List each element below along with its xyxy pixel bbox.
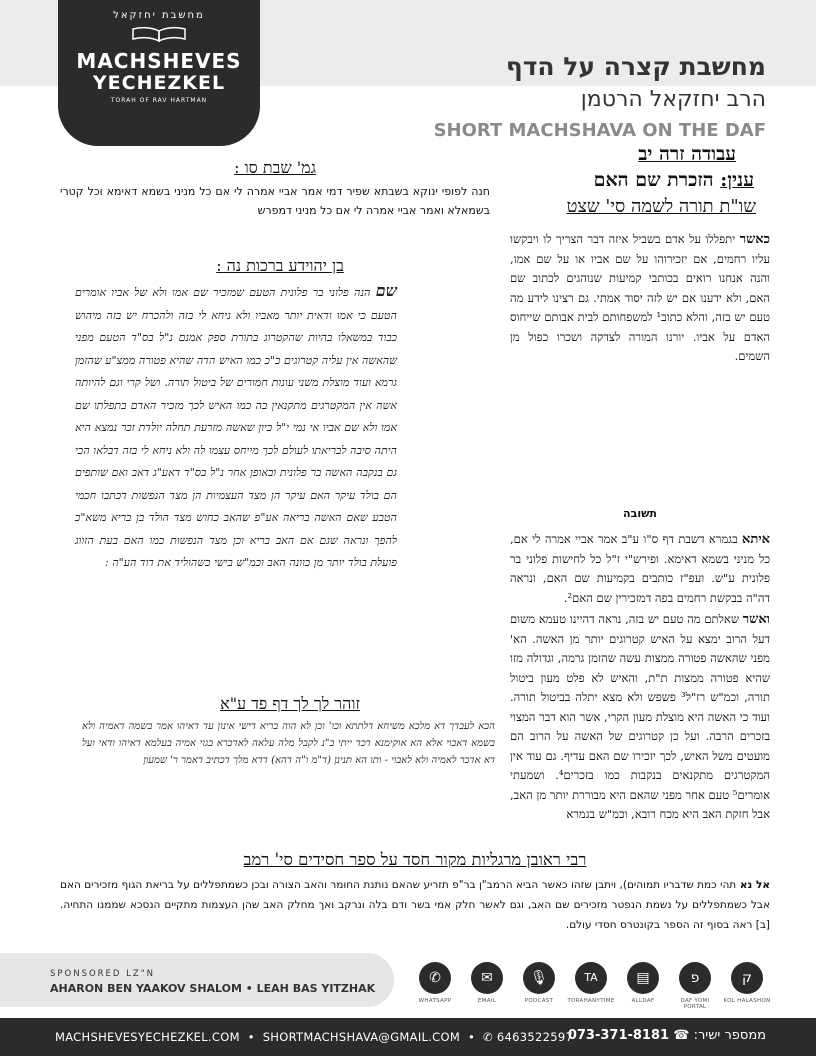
icon-label: WHATSAPP xyxy=(418,998,452,1004)
direct-number[interactable]: 073-371-8181 xyxy=(567,1028,670,1043)
icon-whatsapp[interactable] xyxy=(410,962,460,1004)
answer-paragraph-2 xyxy=(510,610,770,825)
sponsor-names: AHARON BEN YAAKOV SHALOM • LEAH BAS YITZHAK xyxy=(50,982,376,995)
footer-contact: MACHSHEVESYECHEZKEL.COM • SHORTMACHSHAVA@GMAIL.COM • ✆ 6463522597 xyxy=(55,1030,574,1044)
whatsapp-glyph-icon: ✆ xyxy=(483,1030,493,1044)
icon-podcast[interactable] xyxy=(514,962,564,1004)
alldaf-icon: ▤ xyxy=(627,962,659,994)
whatsapp-number[interactable]: 6463522597 xyxy=(496,1030,574,1044)
gemara-title: גמ' שבת סו : xyxy=(234,158,316,177)
gemara-quote: חנה לפופי ינוקא בשבתא שפיר דמי אמר אביי אמרה לי אם כל מניני בשמא דאימא וכל קטרי בשמאלא ואמר אביי אמרה לי אם כל מניני דמפרש xyxy=(60,185,490,217)
podcast-icon: 🎙 xyxy=(523,962,555,994)
icon-label: DAF YOMI PORTAL xyxy=(680,998,710,1010)
website-link[interactable]: MACHSHEVESYECHEZKEL.COM xyxy=(55,1030,240,1044)
ben-yehoyada-body: הנה פלוני בר פלונית הטעם שמזכיר שם אמו ולא של אביו אומרים הטעם כי אמו ודאית יותר מאביו ולא ניחא לי בזה ולהכרח יש בזה מיהוש כבוד במשאלו בהיות שהקטרוג בתורת ספק אמנם נ"ל בס"ד הטעם מפני שהאשה אין עליה קטרוגים כ"כ כמו האיש הדה שהיא פטורה ממצ"ע שהזמן גרמא ועוד מוצלת משני עונות חמורים של ביטול תורה. ושל קרי וגם להיותה אשה אין המקטרגים מתקנאין בה כמו האיש לכך מזכיר האדם בתפלתו שם אמו ולא שם אביו אי נמי י"ל כיון שאשה מזרעת תחלה יולדת זכר נמצא היא היתה סיבה לבריאתו לעולם לכך מייחס עצמו לה ולא ניחא לי בזה דבלאו הכי גם בנקבה האשה בר פלונית ובאופן אחר נ"ל בס"ד דאע"ג דאב ואם שותפים הם בולד עיקר האם עיקר הן מצד העצמיות הן מצד הנפשות דכתבו חכמי הטבע שאם האשה בריאה אע"פ שהאב כחוש מצד הולד בן בריא משא"כ להפך ונראה שגם אם האב בריא וכן מצד הנפשות כמו האם בעת הזווג פועלת בולד יותר מן כוונה האב וכמ"ש בישי כשהוליד את דוד הע"ה : xyxy=(75,286,397,569)
page-title-hebrew: מחשבת קצרה על הדף xyxy=(505,52,766,81)
ben-yehoyada-title: בן יהוידע ברכות נה : xyxy=(216,256,344,275)
answer-paragraph-1 xyxy=(510,530,770,608)
bottom-source-lead: אל נא xyxy=(739,879,770,891)
zohar-text: הכא לעבדך דא מלכא משיחא דלתתא וכו' וכן לא הוה בריא דישי אינון עד דאיהו אמר בשמה דאמיה ולא בשמא דאבוי אלא הא אוקימנא דכד ייתי ב"נ לקבל מלה עלאה לאדכרא בגוי אמיה בעלמא דאיהו ודאי ועל דא אדכר לאמיה ולא לאבוי - ותו הא תנינן (ד"מ ו"ה דהא) דדא מלך דכתיב דאמר ר' שמעון xyxy=(82,721,495,766)
kol-halashon-icon: ק xyxy=(731,962,763,994)
ben-yehoyada-lead: שם xyxy=(375,281,398,300)
icon-email[interactable] xyxy=(462,962,512,1004)
sponsor-banner xyxy=(0,953,394,1007)
answer-p2-lead: ואשר xyxy=(742,612,771,627)
inyan-label: ענין: xyxy=(720,169,754,191)
inyan-heading xyxy=(594,169,754,192)
bottom-source-body: תהי כמת שדבריו תמוהים), ויתבן שזהו כאשר הביא הרמב"ן בר"פ תזריע שהאם נותנת החומר והאב הצורה ובכן כשמתפללים על בריאת הגוף מזכירים האם אבל כשמתפללים על נשמת הנפטר מזכירים שם האב, וגם לאשר חלק אמי בשר ודם בלה ונרקב ואך מחלק האב שהן העצמות מתקיים הנסכא שממנו התחיה. [ב] ראה בסוף זה הספר בקונטרס חסדי עולם. xyxy=(60,879,770,931)
question-paragraph xyxy=(510,230,770,367)
bottom-source-title: רבי ראובן מרגליות מקור חסד על ספר חסידים סי' רמב xyxy=(243,850,587,869)
answer-p2-text: שאלתם מה טעם יש בזה, נראה דהיינו טעמא משום דעל הרוב ימצא על האיש קטרוגים יותר מן האשה. הא' מפני שהאשה פטורה ממצות עשה שהזמן גרמה, וגדולה מזו שהיא פטורה ממצות ת"ת, והאיש לא פלט מעון ביטול תורה, וכמ"ש רז"ל³ פשפש ולא מצא יתלה בביטול תורה. ועוד כי האשה היא מוצלת מעון הקרי, אשר הוא דבר המצוי בזכרים הרבה. ועל כן קטרוגים של האשה על הרוב הם מועטים משל האיש, לכך יזכירו שם האם עדיף. גם עוד אין המקטרגים מתקנאים בנקבות כמו בזכרים⁴. ושמעתי אומרים⁵ טעם אחר מפני שהאם היא מבוררת יותר מן האב, אבל חזקת האב היא מכח רובא, וכמ"ש בגמרא xyxy=(510,612,771,821)
answer-p1-lead: איתא xyxy=(741,532,771,547)
source-title: שו"ת תורה לשמה סי' שצט xyxy=(566,196,756,217)
torahanytime-icon: TA xyxy=(575,962,607,994)
icon-alldaf[interactable] xyxy=(618,962,668,1004)
email-icon: ✉ xyxy=(471,962,503,994)
icon-label: EMAIL xyxy=(477,998,497,1004)
icon-label: TORAHANYTIME xyxy=(567,998,615,1004)
page-title-english: SHORT MACHSHAVA ON THE DAF xyxy=(433,120,766,141)
email-link[interactable]: SHORTMACHSHAVA@GMAIL.COM xyxy=(262,1030,461,1044)
icon-label: ALLDAF xyxy=(631,998,655,1004)
footer-bar xyxy=(0,1018,816,1056)
icon-label: KOL HALASHON xyxy=(723,998,771,1004)
icon-label: PODCAST xyxy=(524,998,554,1004)
logo-line1: MACHSHEVES xyxy=(76,49,242,73)
bottom-source-text xyxy=(60,875,770,935)
icon-daf-yomi-portal[interactable] xyxy=(670,962,720,1010)
icon-torahanytime[interactable] xyxy=(566,962,616,1004)
whatsapp-icon: ✆ xyxy=(419,962,451,994)
zohar-title: זוהר לך לך דף פד ע"א xyxy=(220,694,360,713)
direct-number-block xyxy=(568,1028,766,1043)
question-lead: כאשר xyxy=(739,232,770,247)
logo-line2: YECHEZKEL xyxy=(92,72,226,94)
answer-heading: תשובה xyxy=(623,507,657,520)
logo-tagline: TORAH OF RAV HARTMAN xyxy=(110,97,208,104)
daf-yomi-portal-icon: פ xyxy=(679,962,711,994)
author-name: הרב יחזקאל הרטמן xyxy=(580,87,766,112)
social-icons xyxy=(410,962,780,1012)
ben-yehoyada-text xyxy=(75,280,397,575)
phone-icon: ☎ xyxy=(673,1028,690,1043)
icon-kol-halashon[interactable] xyxy=(722,962,772,1004)
answer-p1-text: בגמרא דשבת דף ס"ו ע"ב אמר אביי אמרה לי אם, כל מניני בשמא דאימא. ופירש"י ז"ל כל לחישות פלוני בר פלונית ע"ש. ועפ"ז כותבים בקמיעות שם האם, ונראה דה"ה בבקשת רחמים בפה דמזכירין שם האם². xyxy=(510,532,770,605)
logo xyxy=(58,0,260,146)
inyan-text: הזכרת שם האם xyxy=(593,169,714,191)
masechta-title: עבודה זרה יב xyxy=(638,143,736,165)
sponsor-label: SPONSORED LZ"N xyxy=(50,969,156,979)
book-icon xyxy=(131,25,187,43)
question-text: יתפללו על אדם בשביל איזה דבר הצריך לו ויבקשו עליו רחמים, אם יזכירוהו על שם אביו או על שם אמו, והנה אנחנו רואים בכותבי קמיעות שנוהגים לכתוב שם האם, ולא ידענו אם יש לזה יסוד אמתי. גם רצינו לידע מה טעם יש בזה, והלא כתוב¹ למשפחותם לבית אבותם שייחוס האדם על אביו. יורנו המורה לצדקה ושכרו כפול מן השמים. xyxy=(510,232,770,363)
direct-number-label: ממספר ישיר: xyxy=(693,1028,766,1043)
logo-hebrew: מחשבת יחזקאל xyxy=(113,10,205,21)
